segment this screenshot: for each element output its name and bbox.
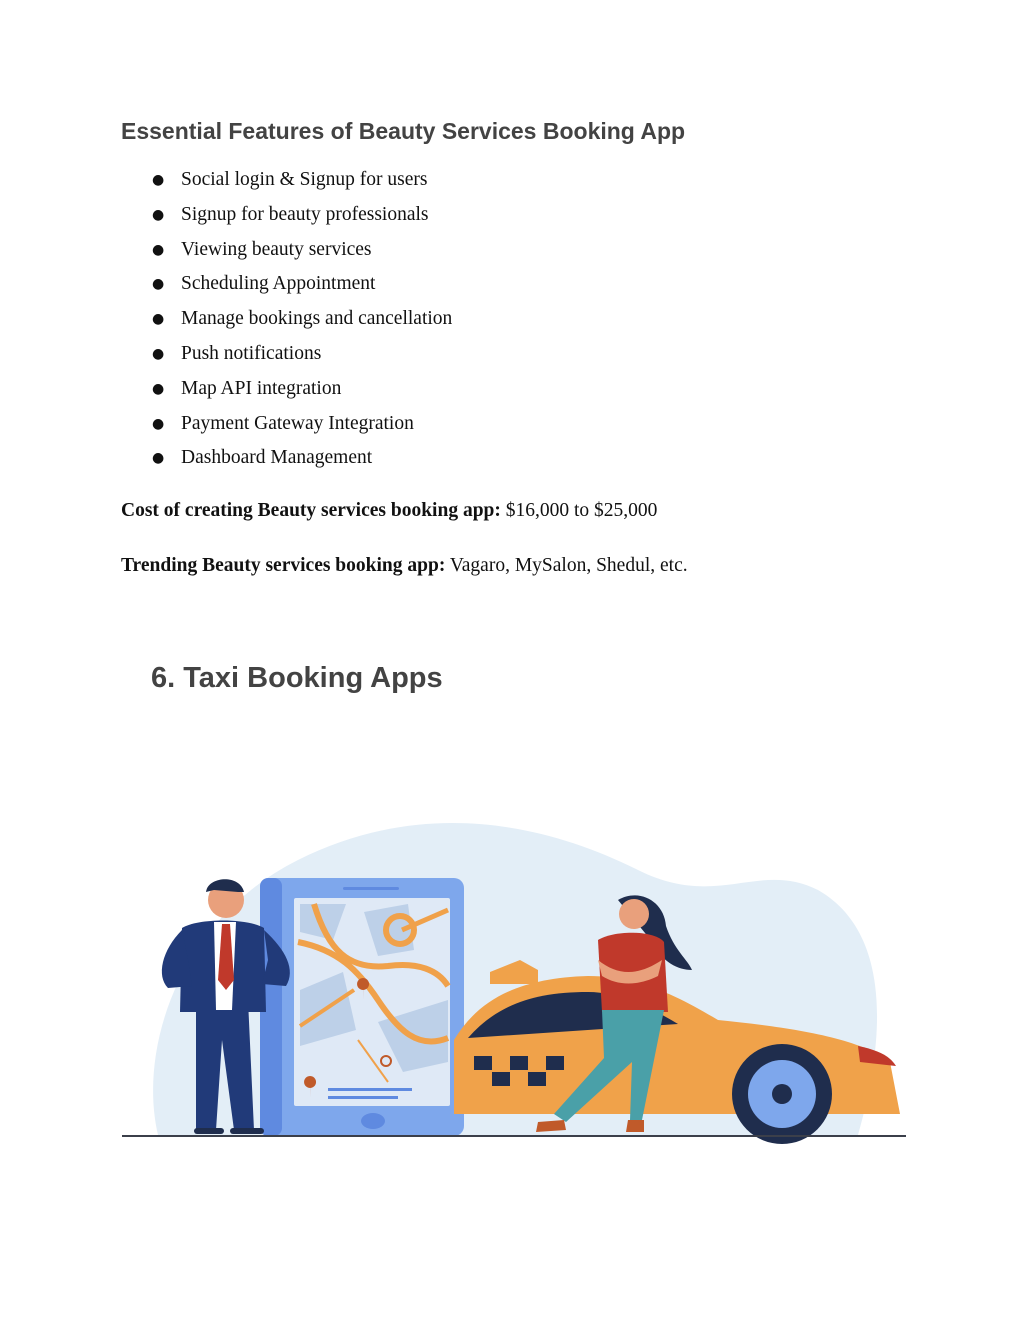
taxi-booking-illustration	[118, 800, 910, 1145]
cost-label: Cost of creating Beauty services booking app:	[121, 500, 501, 521]
feature-text: Push notifications	[181, 342, 322, 364]
feature-text: Manage bookings and cancellation	[181, 308, 453, 330]
trending-line	[121, 555, 688, 577]
feature-text: Social login & Signup for users	[181, 169, 428, 190]
feature-text: Scheduling Appointment	[181, 273, 376, 295]
list-item	[121, 233, 452, 268]
cost-value: $16,000 to $25,000	[500, 500, 658, 521]
man-shoes	[194, 1128, 224, 1134]
feature-text: Viewing beauty services	[181, 238, 372, 260]
list-item	[121, 302, 452, 337]
bullet-icon: ●	[152, 311, 165, 328]
man-shoes	[230, 1128, 264, 1134]
address-bar	[328, 1088, 412, 1091]
bullet-icon: ●	[152, 276, 165, 293]
list-item	[121, 337, 452, 372]
list-item	[121, 372, 452, 407]
bullet-icon: ●	[152, 206, 165, 223]
feature-text: Dashboard Management	[181, 447, 373, 469]
woman-shoes	[626, 1120, 644, 1132]
taxi-wheel-center	[772, 1084, 792, 1104]
taxi-checker	[474, 1056, 492, 1070]
phone-home-button	[361, 1113, 385, 1129]
woman-head	[619, 899, 649, 929]
feature-text: Map API integration	[181, 377, 342, 399]
bullet-icon: ●	[152, 380, 165, 397]
bullet-icon: ●	[152, 450, 165, 467]
trending-value: Vagaro, MySalon, Shedul, etc.	[445, 555, 688, 576]
taxi-checker	[492, 1072, 510, 1086]
bullet-icon: ●	[152, 345, 165, 362]
cost-line	[121, 500, 657, 522]
taxi-checker	[528, 1072, 546, 1086]
bullet-icon: ●	[152, 415, 165, 432]
feature-text: Signup for beauty professionals	[181, 203, 429, 225]
bullet-icon: ●	[152, 172, 165, 188]
trending-label: Trending Beauty services booking app:	[121, 555, 446, 576]
list-item	[121, 198, 452, 233]
list-item	[121, 267, 452, 302]
address-bar	[328, 1096, 398, 1099]
chapter-heading: 6. Taxi Booking Apps	[151, 662, 443, 694]
taxi-checker	[546, 1056, 564, 1070]
list-item	[121, 441, 452, 476]
bullet-icon: ●	[152, 241, 165, 258]
phone-speaker	[343, 887, 399, 890]
feature-text: Payment Gateway Integration	[181, 412, 414, 434]
list-item	[121, 163, 452, 198]
taxi-checker	[510, 1056, 528, 1070]
man-hair	[206, 879, 244, 892]
section-heading: Essential Features of Beauty Services Booking App	[121, 118, 686, 144]
feature-list	[121, 163, 452, 476]
list-item	[121, 407, 452, 442]
